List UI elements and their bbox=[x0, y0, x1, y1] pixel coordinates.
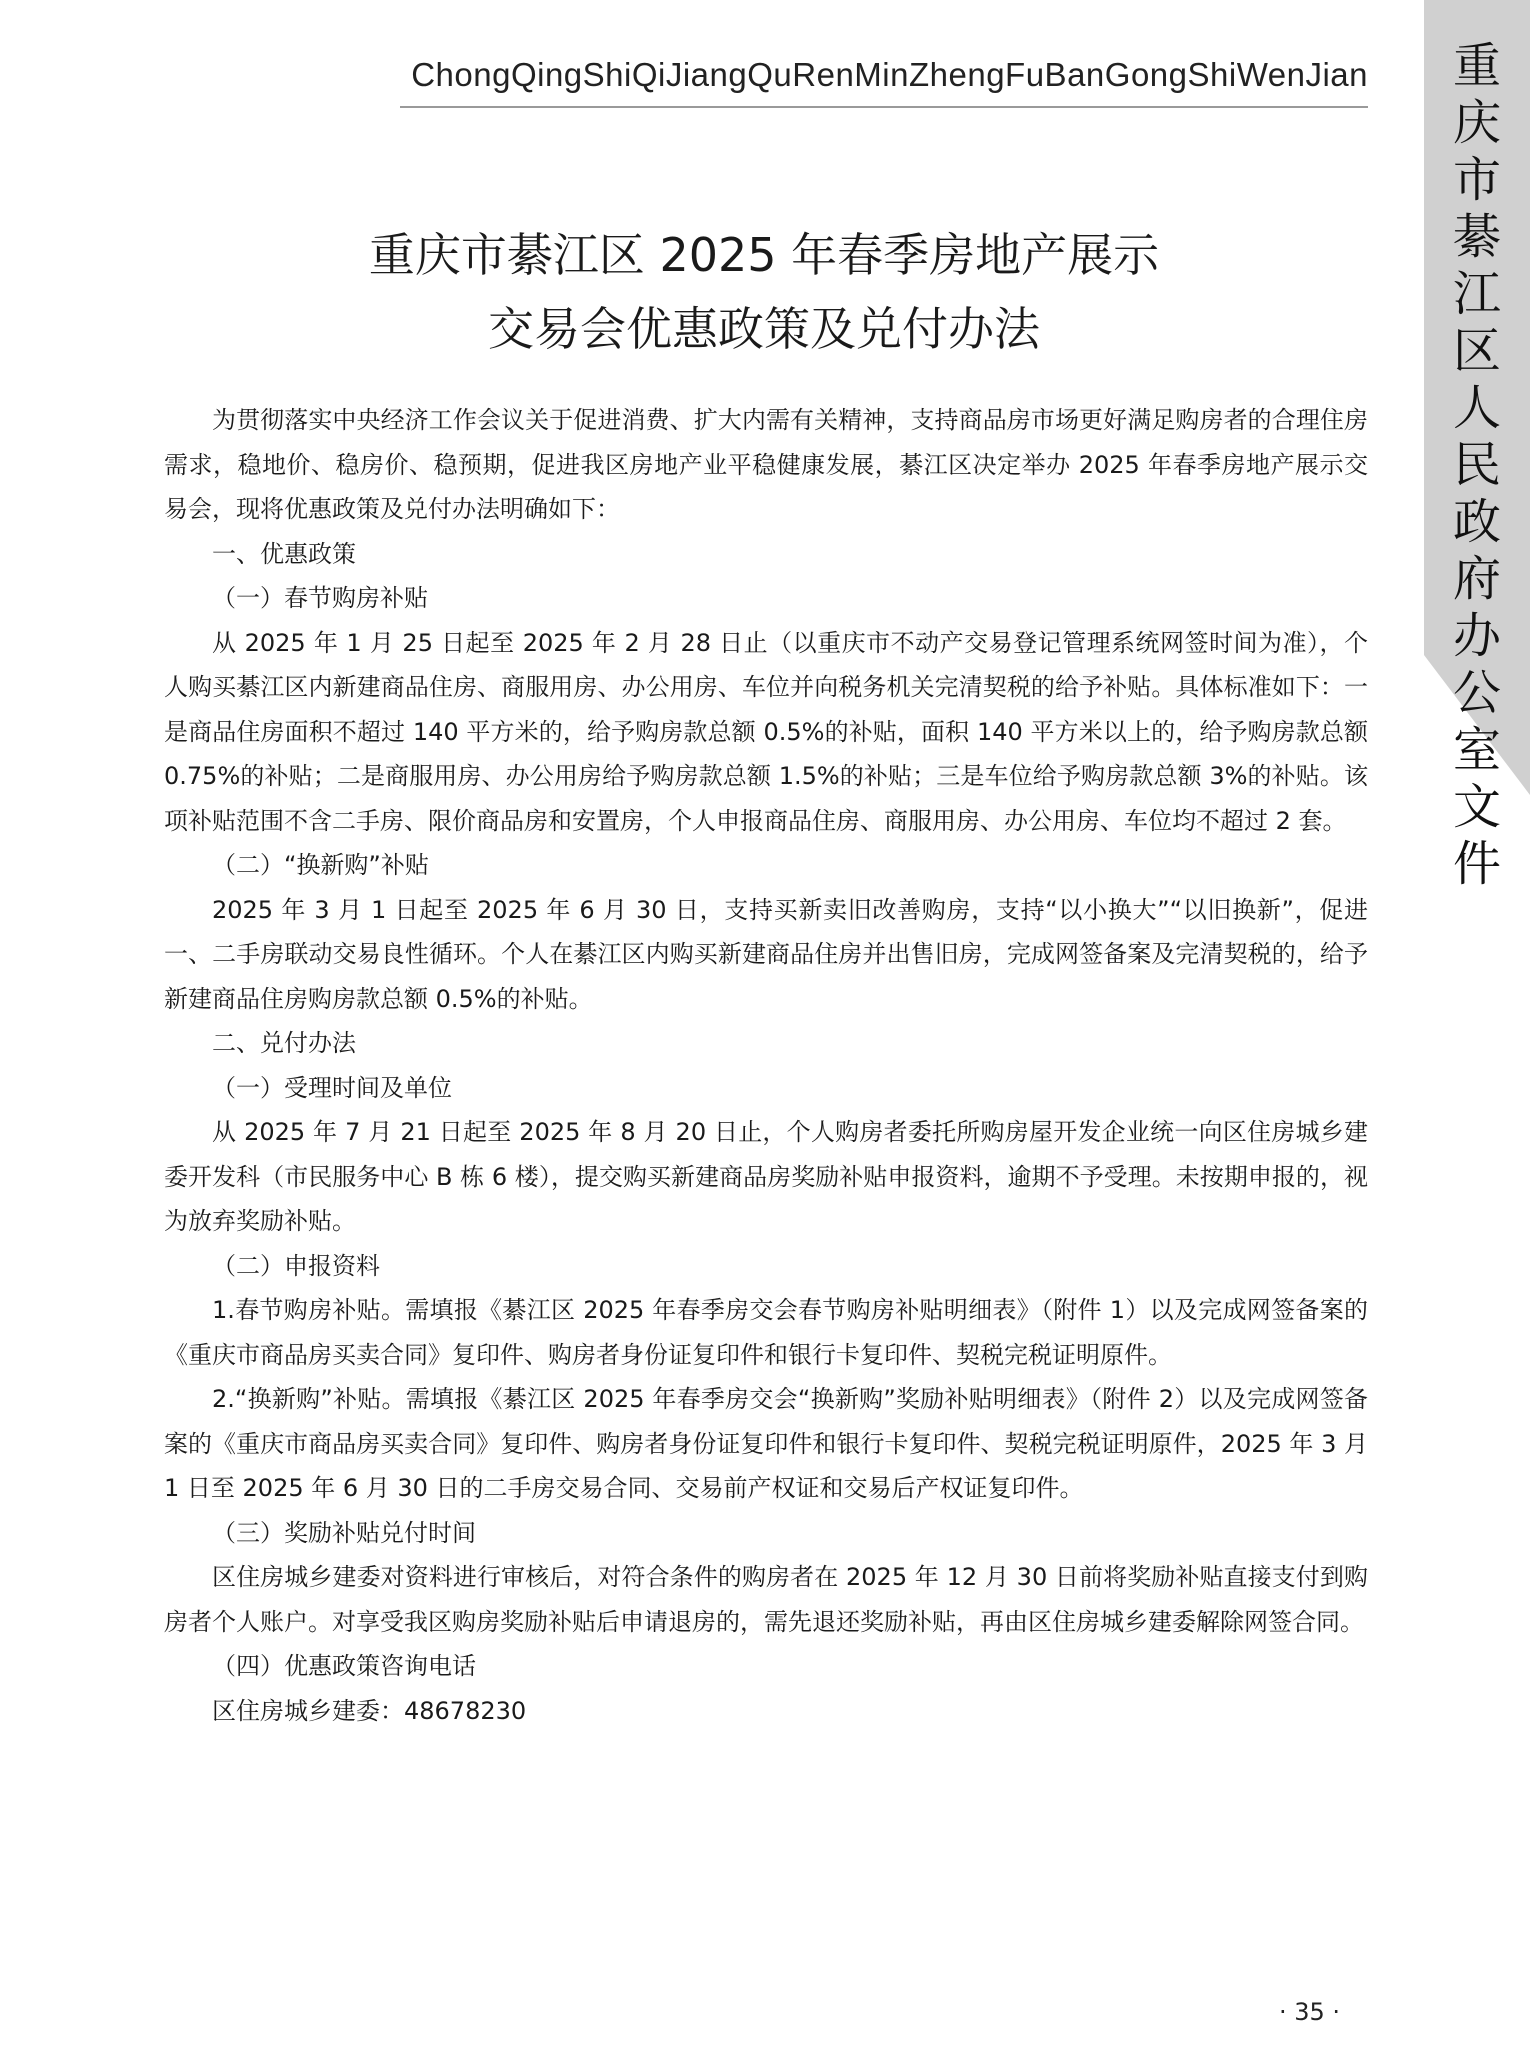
side-char: 办 bbox=[1452, 608, 1501, 664]
side-char: 政 bbox=[1452, 494, 1501, 550]
side-char: 人 bbox=[1452, 380, 1501, 436]
paragraph: 1.春节购房补贴。需填报《綦江区 2025 年春季房交会春节购房补贴明细表》（附件 1）以及完成网签备案的《重庆市商品房买卖合同》复印件、购房者身份证复印件和银行卡复印件、契税完税证明原件。 bbox=[164, 1296, 1368, 1369]
intro-paragraph: 为贯彻落实中央经济工作会议关于促进消费、扩大内需有关精神，支持商品房市场更好满足购房者的合理住房需求，稳地价、稳房价、稳预期，促进我区房地产业平稳健康发展，綦江区决定举办 2025 年春季房地产展示交易会，现将优惠政策及兑付办法明确如下： bbox=[164, 406, 1368, 523]
paragraph: 区住房城乡建委对资料进行审核后，对符合条件的购房者在 2025 年 12 月 30 日前将奖励补贴直接支付到购房者个人账户。对享受我区购房奖励补贴后申请退房的，需先退还奖励补贴，再由区住房城乡建委解除网签合同。 bbox=[164, 1563, 1368, 1636]
contact-line: 区住房城乡建委：48678230 bbox=[212, 1696, 527, 1725]
side-char: 区 bbox=[1452, 323, 1501, 379]
page-number: · 35 · bbox=[1278, 1998, 1340, 2026]
section-heading: 一、优惠政策 bbox=[212, 539, 356, 568]
side-char: 室 bbox=[1452, 722, 1501, 778]
side-char: 府 bbox=[1452, 551, 1501, 607]
side-char: 庆 bbox=[1452, 95, 1501, 151]
side-char: 件 bbox=[1452, 836, 1501, 892]
paragraph: 2025 年 3 月 1 日起至 2025 年 6 月 30 日，支持买新卖旧改善购房，支持“以小换大”“以旧换新”，促进一、二手房联动交易良性循环。个人在綦江区内购买新建商品住房并出售旧房，完成网签备案及完清契税的，给予新建商品住房购房款总额 0.5%的补贴。 bbox=[164, 895, 1368, 1013]
paragraph: 从 2025 年 7 月 21 日起至 2025 年 8 月 20 日止，个人购房者委托所购房屋开发企业统一向区住房城乡建委开发科（市民服务中心 B 栋 6 楼），提交购买新建商品房奖励补贴申报资料，逾期不予受理。未按期申报的，视为放弃奖励补贴。 bbox=[164, 1118, 1368, 1235]
title-line-1: 重庆市綦江区 2025 年春季房地产展示 bbox=[368, 228, 1160, 282]
side-char: 文 bbox=[1452, 779, 1501, 835]
side-char: 市 bbox=[1452, 152, 1501, 208]
side-tab-label bbox=[1424, 38, 1530, 893]
side-char: 江 bbox=[1452, 266, 1501, 322]
subsection-heading: （三）奖励补贴兑付时间 bbox=[212, 1518, 476, 1547]
side-char: 公 bbox=[1452, 665, 1501, 721]
running-header: ChongQingShiQiJiangQuRenMinZhengFuBanGongShiWenJian bbox=[411, 56, 1368, 93]
subsection-heading: （四）优惠政策咨询电话 bbox=[212, 1652, 476, 1680]
side-char: 綦 bbox=[1452, 209, 1501, 265]
header-rule bbox=[400, 106, 1368, 108]
paragraph: 从 2025 年 1 月 25 日起至 2025 年 2 月 28 日止（以重庆市不动产交易登记管理系统网签时间为准），个人购买綦江区内新建商品住房、商服用房、办公用房、车位并向税务机关完清契税的给予补贴。具体标准如下：一是商品住房面积不超过 140 平方米的，给予购房款总额 0.5%的补贴，面积 140 平方米以上的，给予购房款总额 0.75%的补贴；二是商服用房、办公用房给予购房款总额 1.5%的补贴；三是车位给予购房款总额 3%的补贴。该项补贴范围不含二手房、限价商品房和安置房，个人申报商品住房、商服用房、办公用房、车位均不超过 2 套。 bbox=[164, 628, 1368, 835]
document-body bbox=[164, 398, 1368, 1733]
subsection-heading: （一）春节购房补贴 bbox=[212, 584, 428, 612]
subsection-heading: （二）“换新购”补贴 bbox=[212, 851, 429, 879]
document-title bbox=[160, 218, 1368, 366]
section-heading: 二、兑付办法 bbox=[212, 1029, 356, 1057]
side-char: 民 bbox=[1452, 437, 1501, 493]
subsection-heading: （一）受理时间及单位 bbox=[212, 1073, 452, 1102]
paragraph: 2.“换新购”补贴。需填报《綦江区 2025 年春季房交会“换新购”奖励补贴明细表》（附件 2）以及完成网签备案的《重庆市商品房买卖合同》复印件、购房者身份证复印件和银行卡复印件、契税完税证明原件，2025 年 3 月 1 日至 2025 年 6 月 30 日的二手房交易合同、交易前产权证和交易后产权证复印件。 bbox=[164, 1385, 1368, 1502]
title-line-2: 交易会优惠政策及兑付办法 bbox=[488, 302, 1040, 356]
subsection-heading: （二）申报资料 bbox=[212, 1251, 380, 1280]
side-char: 重 bbox=[1452, 38, 1501, 94]
